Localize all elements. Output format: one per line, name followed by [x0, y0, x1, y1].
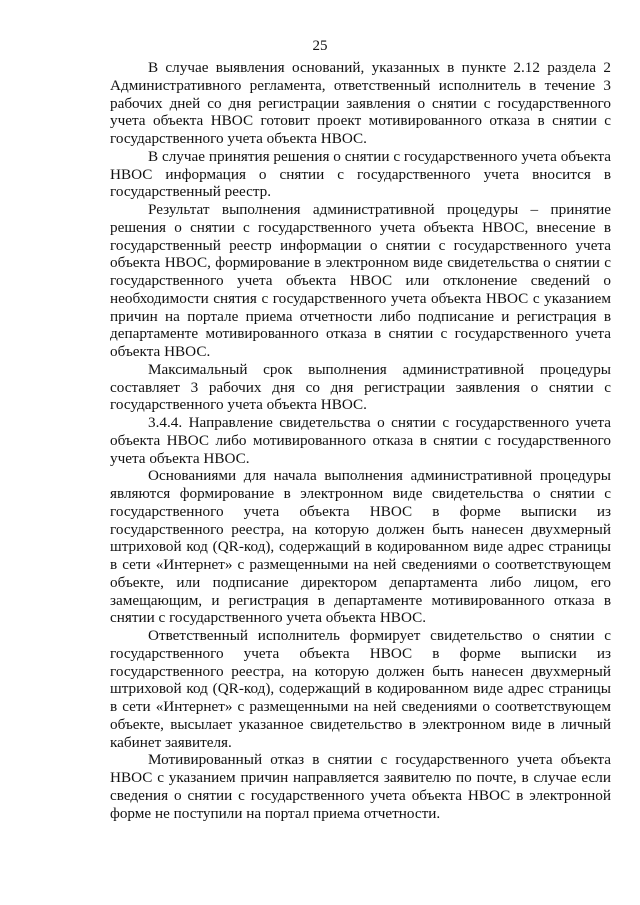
paragraph-section-heading: 3.4.4. Направление свидетельства о снятии с государственного учета объекта НВОС либо мотивированного отказа в снятии с государственного учета объекта НВОС. [110, 414, 611, 467]
paragraph-executor-actions: Ответственный исполнитель формирует свидетельство о снятии с государственного учета объекта НВОС в форме выписки из государственного реестра, на которую должен быть нанесен двухмерный штриховой код (QR-код), содержащий в кодированном виде адрес страницы в сети «Интернет» с размещенными на ней сведениями о соответствующем объекте, высылает указанное свидетельство в электронном виде в личный кабинет заявителя. [110, 627, 611, 751]
paragraph-max-duration: Максимальный срок выполнения административной процедуры составляет 3 рабочих дня со дня регистрации заявления о снятии с государственного учета объекта НВОС. [110, 360, 611, 414]
paragraph-registry-entry: В случае принятия решения о снятии с государственного учета объекта НВОС информация о снятии с государственного учета вносится в государственный реестр. [110, 147, 611, 201]
page-number: 25 [312, 38, 328, 54]
paragraph-refusal-grounds: В случае выявления оснований, указанных в пункте 2.12 раздела 2 Административного регламента, ответственный исполнитель в течение 3 рабочих дней со дня регистрации заявления о снятии с государственного учета объекта НВОС готовит проект мотивированного отказа в снятии с государственного учета объекта НВОС. [110, 59, 611, 147]
paragraph-procedure-grounds: Основаниями для начала выполнения административной процедуры являются формирование в электронном виде свидетельства о снятии с государственного учета объекта НВОС в форме выписки из государственного реестра, на которую должен быть нанесен двухмерный штриховой код (QR-код), содержащий в кодированном виде адрес страницы в сети «Интернет» с размещенными на ней сведениями о соответствующем объекте, или подписание директором департамента либо лицом, его замещающим, и регистрация в департаменте мотивированного отказа в снятии с государственного учета объекта НВОС. [110, 467, 611, 627]
document-body [110, 59, 611, 822]
paragraph-procedure-result: Результат выполнения административной процедуры – принятие решения о снятии с государственного учета объекта НВОС, внесение в государственный реестр информации о снятии с государственного учета объекта НВОС, формирование в электронном виде свидетельства о снятии с государственного учета объекта НВОС или отклонение сведений о необходимости снятия с государственного учета объекта НВОС с указанием причин на портале приема отчетности либо подписание и регистрация в департаменте мотивированного отказа в снятии с государственного учета объекта НВОС. [110, 201, 611, 360]
paragraph-refusal-delivery: Мотивированный отказ в снятии с государственного учета объекта НВОС с указанием причин направляется заявителю по почте, в случае если сведения о снятии с государственного учета объекта НВОС в электронной форме не поступили на портал приема отчетности. [110, 751, 611, 822]
